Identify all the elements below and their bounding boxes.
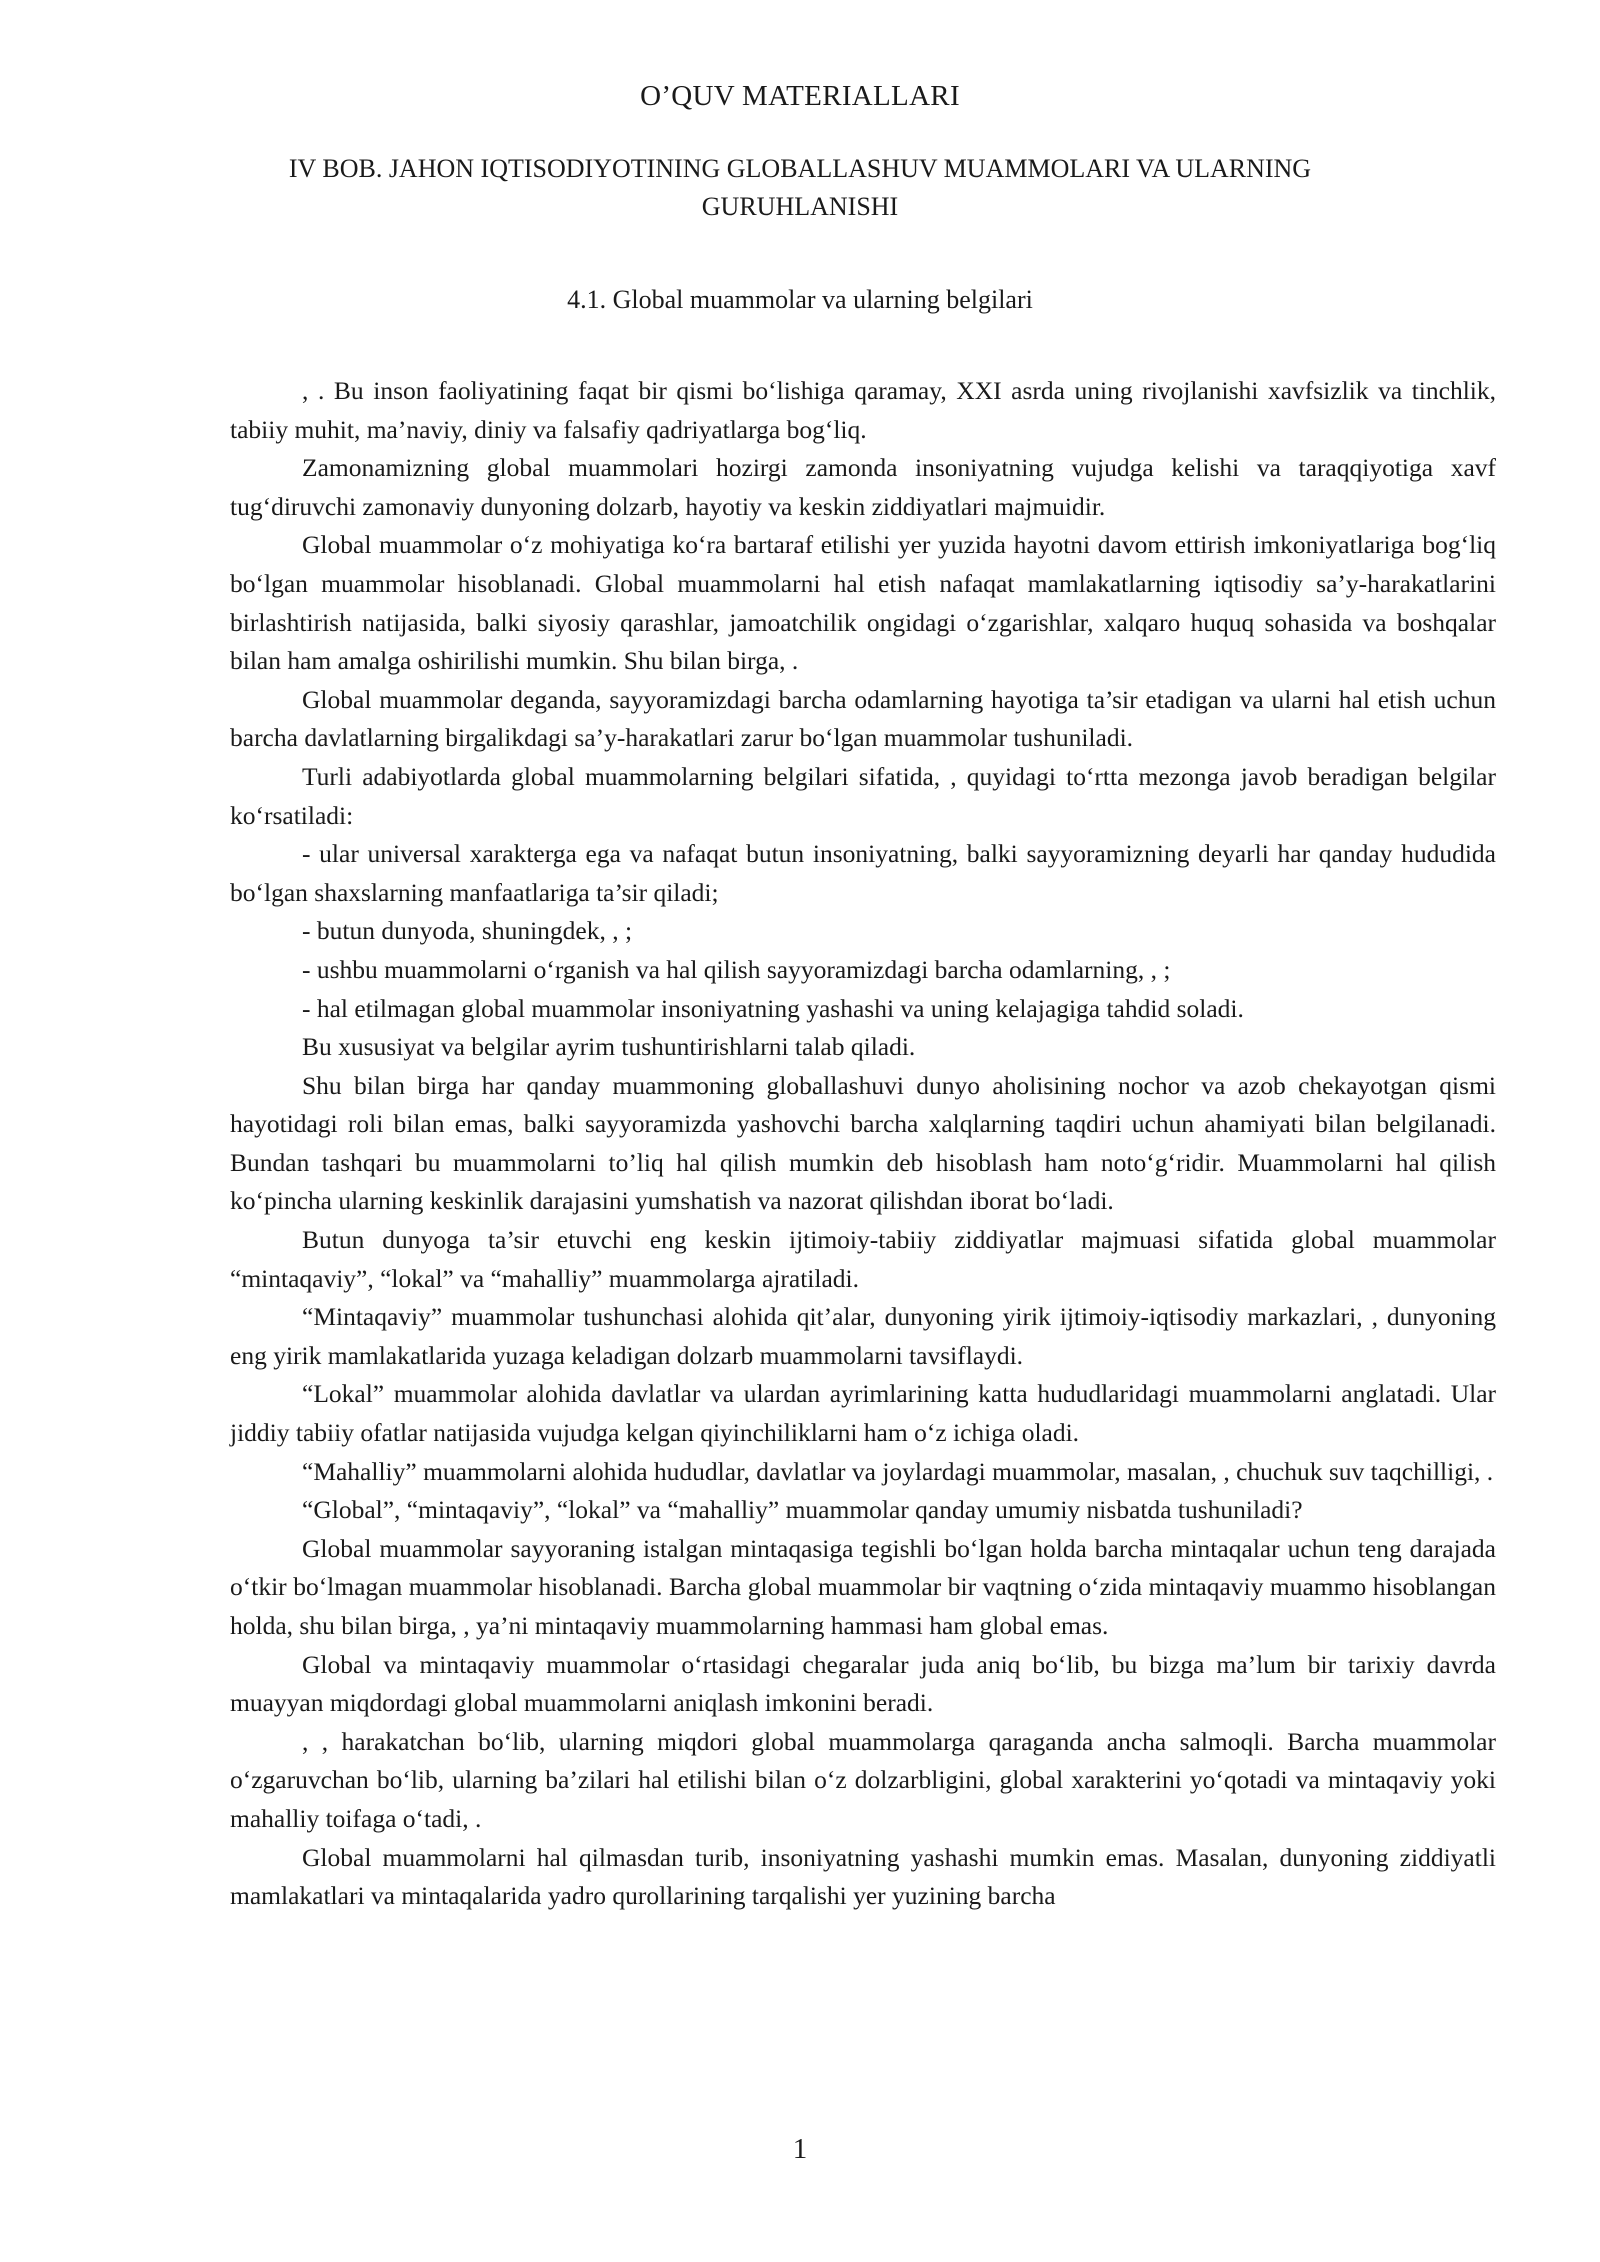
section-title: 4.1. Global muammolar va ularning belgilari	[567, 285, 1033, 314]
paragraph: , , harakatchan bo‘lib, ularning miqdori global muammolarga qaraganda ancha salmoqli. Barcha muammolar o‘zgaruvchan bo‘lib, ularning ba’zilari hal etilishi bilan o‘z dolzarbligini, global xarakterini yo‘qotadi va mintaqaviy yoki mahalliy toifaga o‘tadi, .	[230, 1726, 1496, 1833]
list-item: - hal etilmagan global muammolar insoniyatning yashashi va uning kelajagiga tahdid soladi.	[302, 993, 1244, 1023]
paragraph: Butun dunyoga ta’sir etuvchi eng keskin ijtimoiy-tabiiy ziddiyatlar majmuasi sifatida global muammolar “mintaqaviy”, “lokal” va “mahalliy” muammolarga ajratiladi.	[230, 1225, 1496, 1293]
paragraph: Global muammolar deganda, sayyoramizdagi barcha odamlarning hayotiga ta’sir etadigan va ularni hal etish uchun barcha davlatlarning birgalikdagi sa’y-harakatlari zarur bo‘lgan muammolar tushuniladi.	[230, 684, 1496, 753]
paragraph: “Mahalliy” muammolarni alohida hududlar, davlatlar va joylardagi muammolar, masalan, , chuchuk suv taqchilligi, .	[302, 1456, 1494, 1486]
list-item: - ushbu muammolarni o‘rganish va hal qilish sayyoramizdagi barcha odamlarning, , ;	[302, 954, 1171, 984]
document-title: O’QUV MATERIALLARI	[640, 80, 960, 112]
list-item: - ular universal xarakterga ega va nafaqat butun insoniyatning, balki sayyoramizning deyarli har qanday hududida bo‘lgan shaxslarning manfaatlariga ta’sir qiladi;	[230, 839, 1496, 907]
paragraph: Shu bilan birga har qanday muammoning globallashuvi dunyo aholisining nochor va azob chekayotgan qismi hayotidagi roli bilan emas, balki sayyoramizda yashovchi barcha xalqlarning taqdiri uchun ahamiyati bilan belgilanadi. Bundan tashqari bu muammolarni to’liq hal qilish mumkin deb hisoblash ham noto‘g‘ridir. Muammolarni hal qilish ko‘pincha ularning keskinlik darajasini yumshatish va nazorat qilishdan iborat bo‘ladi.	[230, 1070, 1496, 1216]
list-item: - butun dunyoda, shuningdek, , ;	[302, 916, 633, 946]
paragraph: “Global”, “mintaqaviy”, “lokal” va “mahalliy” muammolar qanday umumiy nisbatda tushuniladi?	[302, 1495, 1303, 1525]
body-text	[230, 372, 1496, 1916]
paragraph: Turli adabiyotlarda global muammolarning belgilari sifatida, , quyidagi to‘rtta mezonga javob beradigan belgilar ko‘rsatiladi:	[230, 761, 1496, 830]
paragraph: “Mintaqaviy” muammolar tushunchasi alohida qit’alar, dunyoning yirik ijtimoiy-iqtisodiy markazlari, , dunyoning eng yirik mamlakatlarida yuzaga keladigan dolzarb muammolarni tavsiflaydi.	[230, 1302, 1496, 1370]
chapter-title: IV BOB. JAHON IQTISODIYOTINING GLOBALLASHUV MUAMMOLARI VA ULARNING GURUHLANISHI	[288, 154, 1312, 221]
paragraph: Global va mintaqaviy muammolar o‘rtasidagi chegaralar juda aniq bo‘lib, bu bizga ma’lum bir tarixiy davrda muayyan miqdordagi global muammolarni aniqlash imkonini beradi.	[230, 1649, 1496, 1718]
paragraph: , . Bu inson faoliyatining faqat bir qismi bo‘lishiga qaramay, XXI asrda uning rivojlanishi xavfsizlik va tinchlik, tabiiy muhit, ma’naviy, diniy va falsafiy qadriyatlarga bog‘liq.	[230, 376, 1496, 444]
paragraph: Global muammolar o‘z mohiyatiga ko‘ra bartaraf etilishi yer yuzida hayotni davom ettirish imkoniyatlariga bog‘liq bo‘lgan muammolar hisoblanadi. Global muammolarni hal etish nafaqat mamlakatlarning iqtisodiy sa’y-harakatlarini birlashtirish natijasida, balki siyosiy qarashlar, jamoatchilik ongidagi o‘zgarishlar, xalqaro huquq sohasida va boshqalar bilan ham amalga oshirilishi mumkin. Shu bilan birga, .	[230, 530, 1496, 676]
page-number: 1	[792, 2133, 808, 2165]
paragraph: Bu xususiyat va belgilar ayrim tushuntirishlarni talab qiladi.	[302, 1032, 916, 1062]
paragraph: Global muammolar sayyoraning istalgan mintaqasiga tegishli bo‘lgan holda barcha mintaqalar uchun teng darajada o‘tkir bo‘lmagan muammolar hisoblanadi. Barcha global muammolar bir vaqtning o‘zida mintaqaviy muammo hisoblangan holda, shu bilan birga, , ya’ni mintaqaviy muammolarning hammasi ham global emas.	[230, 1533, 1496, 1640]
paragraph: Global muammolarni hal qilmasdan turib, insoniyatning yashashi mumkin emas. Masalan, dunyoning ziddiyatli mamlakatlari va mintaqalarida yadro qurollarining tarqalishi yer yuzining barcha	[230, 1842, 1496, 1911]
paragraph: “Lokal” muammolar alohida davlatlar va ulardan ayrimlarining katta hududlaridagi muammolarni anglatadi. Ular jiddiy tabiiy ofatlar natijasida vujudga kelgan qiyinchiliklarni ham o‘z ichiga oladi.	[230, 1379, 1496, 1448]
paragraph: Zamonamizning global muammolari hozirgi zamonda insoniyatning vujudga kelishi va taraqqiyotiga xavf tug‘diruvchi zamonaviy dunyoning dolzarb, hayotiy va keskin ziddiyatlari majmuidir.	[230, 453, 1496, 521]
